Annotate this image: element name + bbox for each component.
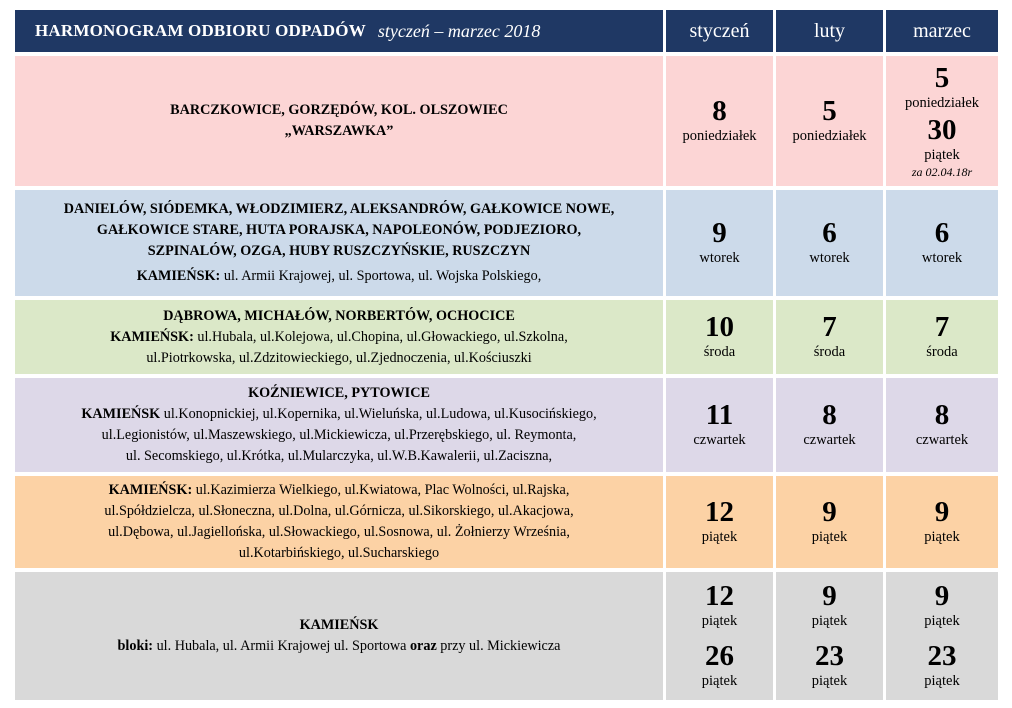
weekday: poniedziałek [682, 128, 757, 144]
area-line: DANIELÓW, SIÓDEMKA, WŁODZIMIERZ, ALEKSANDRÓW, GAŁKOWICE NOWE, [63, 201, 615, 217]
day-number: 11 [705, 399, 734, 431]
weekday: piątek [701, 529, 738, 545]
day-number: 8 [822, 399, 837, 431]
street-line: ul.Konopnickiej, ul.Kopernika, ul.Wieluńska, ul.Ludowa, ul.Kusocińskiego, [163, 406, 597, 422]
row-3-february [776, 300, 883, 374]
table-period: styczeń – marzec 2018 [377, 20, 541, 41]
day-number: 9 [934, 580, 950, 612]
weekday: piątek [924, 613, 960, 629]
kamiensk-label: KAMIEŃSK: [136, 268, 221, 284]
row-1-january [666, 56, 773, 186]
row-6-january [666, 572, 773, 700]
row-5-areas [15, 476, 663, 568]
area-line: „WARSZAWKA” [284, 123, 394, 139]
day-number: 6 [822, 217, 837, 249]
weekday-2: piątek [811, 673, 848, 689]
weekday: środa [703, 344, 736, 360]
date-note: za 02.04.18r [911, 165, 973, 179]
row-1-areas [15, 56, 663, 186]
row-5-february [776, 476, 883, 568]
row-2-february [776, 190, 883, 296]
weekday: czwartek [693, 432, 746, 448]
table-title: HARMONOGRAM ODBIORU ODPADÓW [35, 21, 366, 40]
area-line: DĄBROWA, MICHAŁÓW, NORBERTÓW, OCHOCICE [163, 307, 515, 324]
day-number-2: 26 [705, 640, 734, 672]
day-number: 7 [934, 311, 950, 343]
street-line: ul.Hubala, ul.Kolejowa, ul.Chopina, ul.Głowackiego, ul.Szkolna, [197, 328, 568, 345]
day-number: 6 [934, 217, 950, 249]
row-4-areas [15, 378, 663, 472]
row-6-february [776, 572, 883, 700]
weekday-2: piątek [924, 673, 960, 689]
day-number: 9 [712, 217, 727, 249]
oraz-label: oraz [409, 638, 437, 654]
weekday-2: piątek [924, 147, 960, 163]
weekday: piątek [701, 613, 738, 629]
day-number: 8 [934, 399, 950, 431]
weekday: poniedziałek [792, 128, 867, 144]
weekday: piątek [924, 529, 960, 545]
day-number: 5 [934, 62, 950, 94]
row-3-march [886, 300, 998, 374]
weekday: środa [926, 344, 958, 360]
weekday: wtorek [921, 250, 963, 266]
day-number: 9 [934, 496, 950, 528]
row-3-january [666, 300, 773, 374]
weekday: wtorek [809, 250, 850, 266]
street-line: ul. Secomskiego, ul.Krótka, ul.Mularczyka, ul.W.B.Kawalerii, ul.Zaciszna, [125, 448, 553, 464]
weekday: czwartek [915, 432, 969, 448]
row-4-january [666, 378, 773, 472]
street-line: ul. Armii Krajowej, ul. Sportowa, ul. Wojska Polskiego, [223, 268, 542, 284]
area-line: GAŁKOWICE STARE, HUTA PORAJSKA, NAPOLEONÓW, PODJEZIORO, [96, 222, 582, 238]
row-6-march [886, 572, 998, 700]
row-5-january [666, 476, 773, 568]
day-number: 12 [705, 580, 734, 612]
weekday: czwartek [803, 432, 856, 448]
row-3-areas [15, 300, 663, 374]
month-header-january: styczeń [666, 10, 773, 52]
row-4-february [776, 378, 883, 472]
weekday: wtorek [699, 250, 740, 266]
day-number-2: 23 [927, 640, 957, 672]
street-line: ul.Spółdzielcza, ul.Słoneczna, ul.Dolna, ul.Górnicza, ul.Sikorskiego, ul.Akacjowa, [104, 503, 574, 519]
table-title-cell [15, 10, 663, 52]
day-number: 9 [822, 496, 837, 528]
kamiensk-label: KAMIEŃSK: [110, 328, 194, 345]
day-number: 7 [822, 311, 837, 343]
street-line: ul.Kotarbińskiego, ul.Sucharskiego [238, 545, 440, 561]
day-number: 9 [822, 580, 837, 612]
day-number: 8 [712, 95, 727, 127]
month-header-march: marzec [886, 10, 998, 52]
row-1-february [776, 56, 883, 186]
street-line: ul. Hubala, ul. Armii Krajowej ul. Sportowa [156, 638, 407, 654]
area-line: BARCZKOWICE, GORZĘDÓW, KOL. OLSZOWIEC [170, 102, 508, 118]
weekday-2: piątek [701, 673, 738, 689]
weekday: piątek [811, 613, 848, 629]
street-line: ul.Legionistów, ul.Maszewskiego, ul.Mickiewicza, ul.Przerębskiego, ul. Reymonta, [101, 427, 577, 443]
row-2-march [886, 190, 998, 296]
row-5-march [886, 476, 998, 568]
street-line: ul.Kazimierza Wielkiego, ul.Kwiatowa, Plac Wolności, ul.Rajska, [195, 482, 570, 498]
day-number: 5 [822, 95, 837, 127]
row-2-january [666, 190, 773, 296]
row-6-areas [15, 572, 663, 700]
area-line: KAMIEŃSK [299, 617, 379, 633]
weekday: piątek [811, 529, 848, 545]
kamiensk-label: KAMIEŃSK: [108, 482, 193, 498]
bloki-label: bloki: [117, 638, 154, 654]
weekday: środa [813, 344, 846, 360]
street-line: ul.Piotrkowska, ul.Zdzitowieckiego, ul.Zjednoczenia, ul.Kościuszki [146, 349, 532, 366]
day-number-2: 30 [927, 114, 957, 146]
row-1-march [886, 56, 998, 186]
area-line: SZPINALÓW, OZGA, HUBY RUSZCZYŃSKIE, RUSZCZYN [147, 243, 531, 259]
day-number: 10 [705, 311, 734, 343]
street-line: ul.Dębowa, ul.Jagiellońska, ul.Słowackiego, ul.Sosnowa, ul. Żołnierzy Września, [108, 524, 570, 540]
day-number: 12 [705, 496, 734, 528]
month-header-february: luty [776, 10, 883, 52]
weekday: poniedziałek [904, 95, 980, 111]
row-4-march [886, 378, 998, 472]
day-number-2: 23 [815, 640, 844, 672]
row-2-areas [15, 190, 663, 296]
area-line: KOŹNIEWICE, PYTOWICE [248, 385, 430, 401]
kamiensk-label: KAMIEŃSK [81, 406, 161, 422]
street-line: przy ul. Mickiewicza [440, 638, 561, 654]
